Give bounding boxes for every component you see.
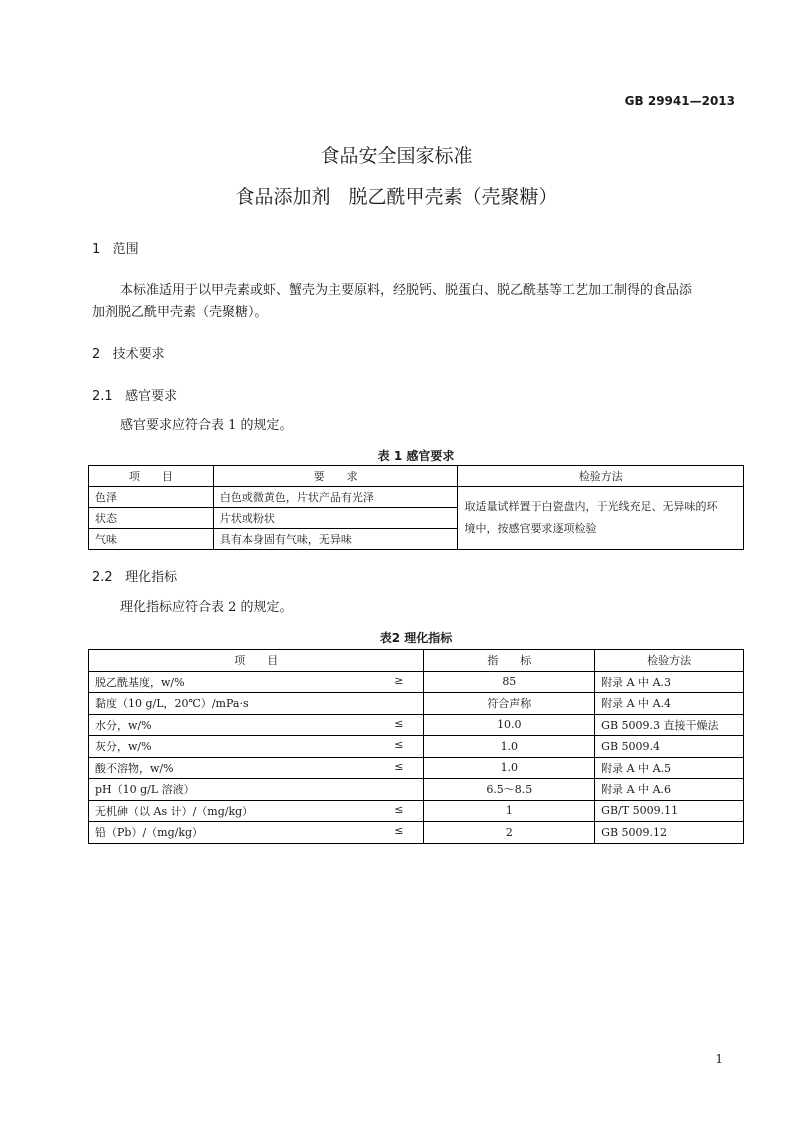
table-cell: 白色或微黄色，片状产品有光泽 [213,487,458,508]
table-cell [89,671,424,693]
document-title: 食品安全国家标准 [320,145,473,167]
table-row [89,822,744,844]
table-header: 要 求 [213,466,458,487]
item-text: 水分，w/% [95,718,152,732]
comparison-symbol: ≤ [394,716,404,730]
comparison-symbol: ≤ [394,802,404,816]
table-1 [88,465,744,550]
table-cell [89,736,424,758]
table-cell: 1 [424,800,595,822]
table-row [89,693,744,715]
table-cell: 符合声称 [424,693,595,715]
table-row [89,487,744,508]
section-2-2-heading: 2.2 理化指标 [92,570,178,585]
section-2-heading: 2 技术要求 [92,347,165,362]
table-header: 检验方法 [595,650,744,672]
table-cell: 1.0 [424,757,595,779]
table-header: 项 目 [89,466,214,487]
comparison-symbol: ≤ [394,824,404,838]
table-cell: 附录 A 中 A.4 [595,693,744,715]
table-cell [89,714,424,736]
table-row [89,800,744,822]
section-1-paragraph [92,280,744,324]
table-header: 检验方法 [458,466,744,487]
table-header: 项 目 [89,650,424,672]
comparison-symbol: ≤ [394,759,404,773]
para-text: 理化指标应符合表 2 的规定。 [120,600,293,615]
table-cell: 2 [424,822,595,844]
table-cell: 气味 [89,529,214,550]
table-cell [89,693,424,715]
table-1-caption: 表 1 感官要求 [377,449,455,463]
section-2-1-paragraph [92,415,744,437]
table-row [89,714,744,736]
table-cell: 附录 A 中 A.3 [595,671,744,693]
item-text: 黏度（10 g/L，20℃）/mPa·s [95,697,249,711]
item-text: 无机砷（以 As 计）/（mg/kg） [95,804,254,818]
section-2-2-paragraph [92,597,744,619]
table-cell: 附录 A 中 A.5 [595,757,744,779]
document-subtitle: 食品添加剂 脱乙酰甲壳素（壳聚糖） [235,186,558,208]
page-number: 1 [715,1052,723,1066]
para-text: 感官要求应符合表 1 的规定。 [120,418,293,433]
table-cell: 1.0 [424,736,595,758]
table-cell: 状态 [89,508,214,529]
table-cell [89,822,424,844]
section-2-1-heading: 2.1 感官要求 [92,389,178,404]
table-cell: GB/T 5009.11 [595,800,744,822]
item-text: pH（10 g/L 溶液） [95,783,195,797]
item-text: 酸不溶物，w/% [95,761,174,775]
para-line-2: 加剂脱乙酰甲壳素（壳聚糖）。 [92,305,268,320]
table-cell: 附录 A 中 A.6 [595,779,744,801]
table-header: 指 标 [424,650,595,672]
table-cell: GB 5009.3 直接干燥法 [595,714,744,736]
method-line: 境中，按感官要求逐项检验 [464,522,597,535]
comparison-symbol: ≤ [394,738,404,752]
table-cell: 具有本身固有气味，无异味 [213,529,458,550]
comparison-symbol: ≥ [394,673,404,687]
para-line-1: 本标准适用于以甲壳素或虾、蟹壳为主要原料，经脱钙、脱蛋白、脱乙酰基等工艺加工制得的食品添 [120,283,693,298]
table-cell [89,757,424,779]
table-cell [89,800,424,822]
item-text: 铅（Pb）/（mg/kg） [95,826,204,840]
table-cell: 色泽 [89,487,214,508]
method-cell [458,487,744,550]
table-2 [88,649,744,844]
table-cell: GB 5009.4 [595,736,744,758]
item-text: 脱乙酰基度，w/% [95,675,185,689]
item-text: 灰分，w/% [95,740,152,754]
table-cell: 10.0 [424,714,595,736]
table-row [89,736,744,758]
section-1-heading: 1 范围 [92,242,139,257]
table-2-caption: 表2 理化指标 [379,631,453,645]
table-row [89,671,744,693]
table-cell: GB 5009.12 [595,822,744,844]
table-row [89,779,744,801]
standard-number: GB 29941—2013 [624,94,735,108]
table-cell: 6.5～8.5 [424,779,595,801]
method-line: 取适量试样置于白瓷盘内，于光线充足、无异味的环 [464,500,718,513]
table-cell: 85 [424,671,595,693]
table-cell: 片状或粉状 [213,508,458,529]
table-cell [89,779,424,801]
table-row [89,757,744,779]
